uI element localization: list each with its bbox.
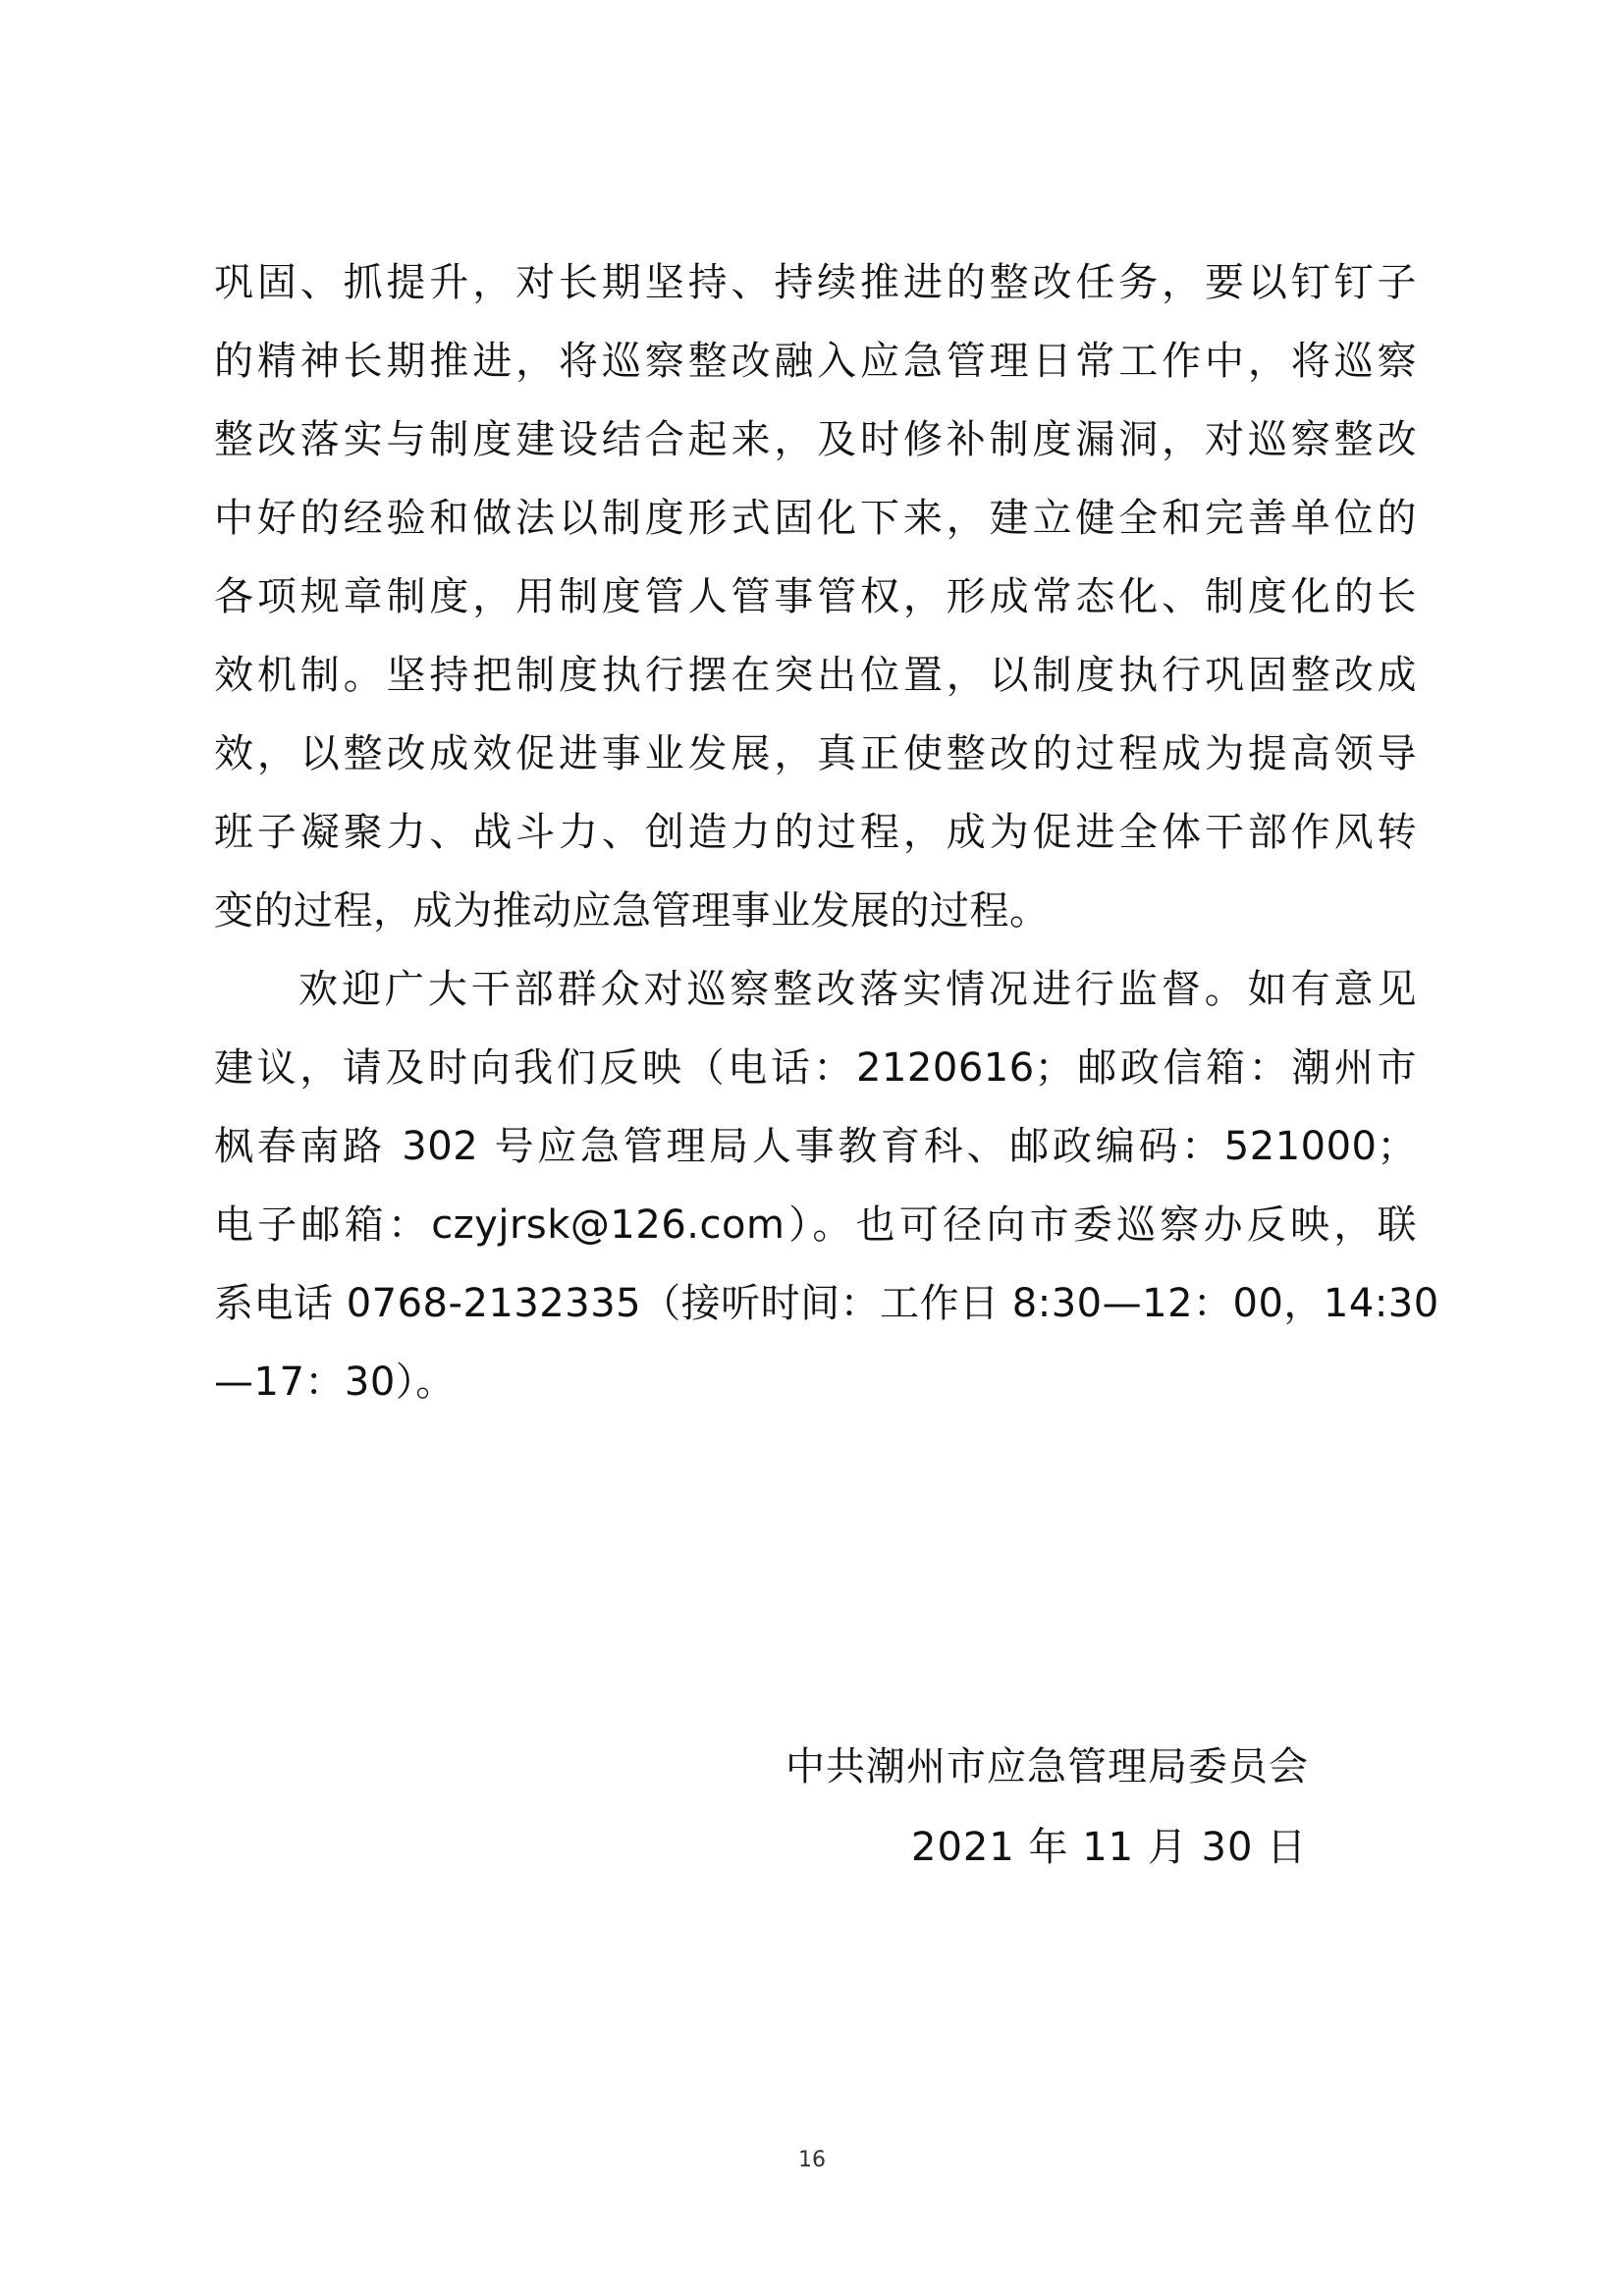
text-line: 各项规章制度，用制度管人管事管权，形成常态化、制度化的长	[214, 574, 1417, 619]
text-line: —17：30）。	[214, 1360, 456, 1405]
text-line: 巩固、抓提升，对长期坚持、持续推进的整改任务，要以钉钉子	[214, 260, 1417, 305]
text-line: 效，以整改成效促进事业发展，真正使整改的过程成为提高领导	[214, 731, 1417, 776]
page-number: 16	[798, 2148, 826, 2172]
text-line: 枫春南路 302 号应急管理局人事教育科、邮政编码：521000；	[214, 1124, 1417, 1169]
text-line: 电子邮箱：czyjrsk@126.com）。也可径向市委巡察办反映，联	[214, 1202, 1417, 1248]
paragraph-1	[214, 243, 1417, 950]
text-line: 欢迎广大干部群众对巡察整改落实情况进行监督。如有意见	[298, 967, 1417, 1012]
text-line: 整改落实与制度建设结合起来，及时修补制度漏洞，对巡察整改	[214, 417, 1417, 462]
text-line: 建议，请及时向我们反映（电话：2120616；邮政信箱：潮州市	[214, 1045, 1417, 1091]
text-line: 班子凝聚力、战斗力、创造力的过程，成为促进全体干部作风转	[214, 810, 1417, 855]
body-text	[214, 243, 1439, 1421]
text-line: 中好的经验和做法以制度形式固化下来，建立健全和完善单位的	[214, 496, 1417, 541]
signature-date: 2021 年 11 月 30 日	[911, 1825, 1308, 1870]
text-line: 效机制。坚持把制度执行摆在突出位置，以制度执行巩固整改成	[214, 653, 1417, 698]
paragraph-2	[214, 950, 1439, 1421]
text-line: 系电话 0768-2132335（接听时间：工作日 8:30—12：00，14:30	[214, 1281, 1439, 1326]
text-line: 的精神长期推进，将巡察整改融入应急管理日常工作中，将巡察	[214, 339, 1417, 384]
signature-organization: 中共潮州市应急管理局委员会	[785, 1744, 1309, 1789]
text-line: 变的过程，成为推动应急管理事业发展的过程。	[214, 888, 1050, 934]
